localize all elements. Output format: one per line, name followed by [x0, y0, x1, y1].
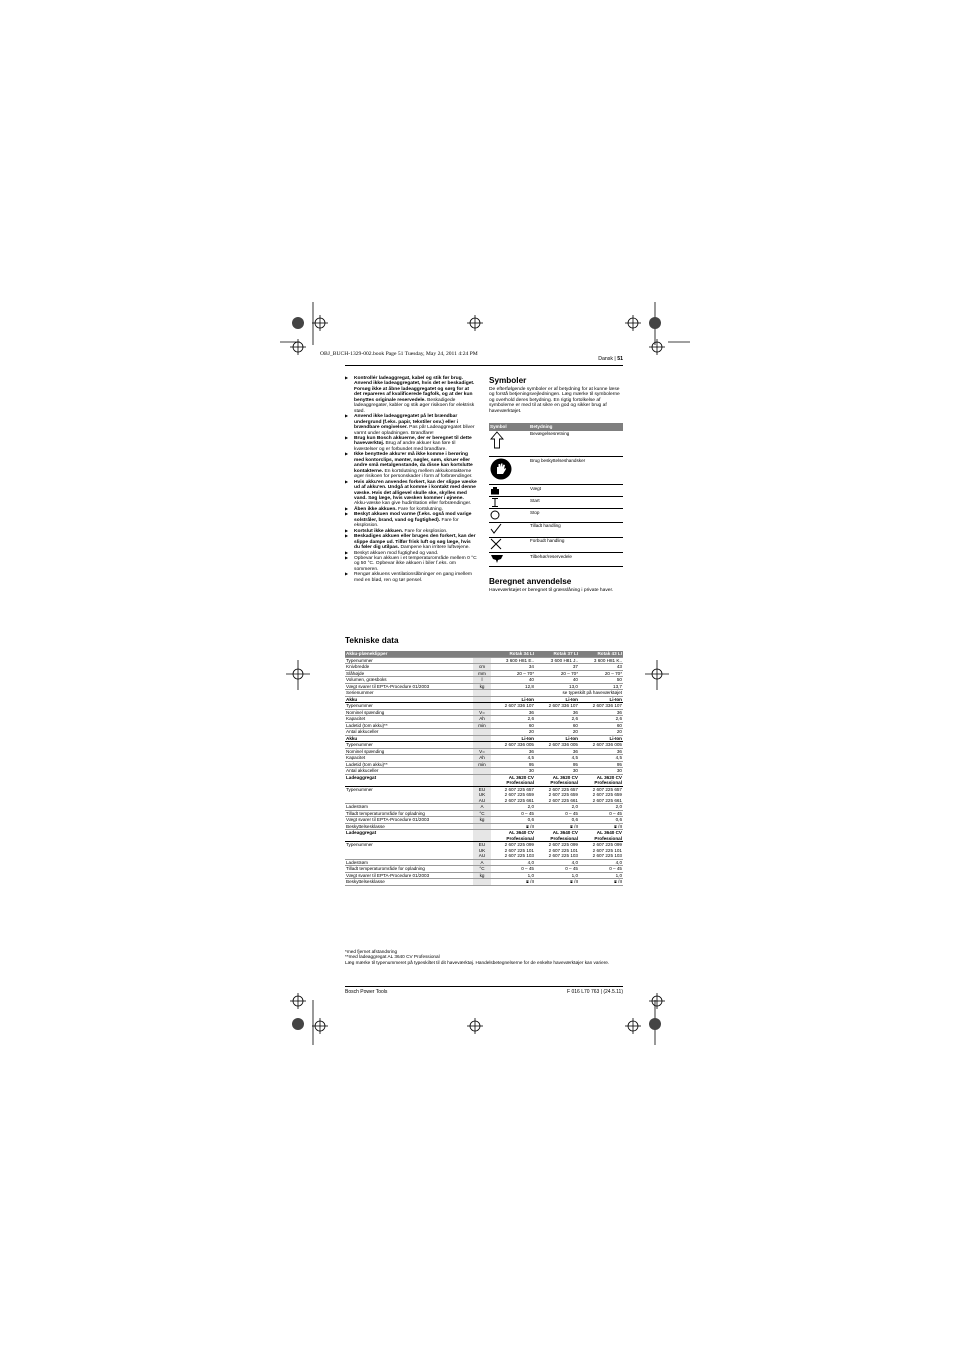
value-rotak-37: 2,6 [535, 716, 579, 723]
header-rule [345, 365, 623, 366]
safety-bullet [345, 480, 477, 507]
value-rotak-34: 2 607 336 107 [491, 703, 535, 710]
protective-gloves-icon [489, 457, 529, 485]
unit-cell: cm [473, 664, 491, 671]
row-label: Ladeaggregat [345, 830, 473, 842]
value-rotak-34: 2,6 [491, 716, 535, 723]
row-label: Serienummer [345, 690, 473, 697]
value-rotak-34: 34 [491, 664, 535, 671]
footer-rule [345, 986, 623, 987]
symboler-intro: De efterfølgende symboler er af betydning for at kunne læse og forstå betjeningsvejledningen. Læg mærke til symbolerne og overhold deres betydning. En rigtig fortolkelse af symbolerne er med til at sikre en god og sikker brug af haveværktøjet. [489, 387, 620, 414]
bullet-bold: Hvis akku'en anvendes forkert, kan der slippe væske ud af akku'en. Undgå at komme i kontakt med denne væske. Hvis det alligevel skulle ske, skylles med vand. Søg læge, hvis væsken kommer i øjnene. [354, 479, 477, 501]
row-label: Ladetid (tom akku)** [345, 722, 473, 729]
value-rotak-43: 0 – 45 [579, 866, 623, 873]
accessories-icon [489, 553, 529, 567]
value-rotak-34: 95 [491, 761, 535, 768]
value-rotak-37: 40 [535, 677, 579, 684]
value-rotak-37: 60 [535, 722, 579, 729]
symbol-row [489, 537, 623, 552]
row-label: Typenummer [345, 842, 473, 860]
value-rotak-43: 30 [579, 768, 623, 775]
bullet-text: Fare for eksplosion. [403, 528, 448, 534]
table-row [345, 879, 623, 886]
row-label: Knivbredde [345, 664, 473, 671]
row-label: Ladetid (tom akku)** [345, 761, 473, 768]
row-label: Ladestrøm [345, 804, 473, 811]
value-rotak-34: 36 [491, 709, 535, 716]
row-label: Ladeaggregat [345, 774, 473, 786]
symbol-row [489, 431, 623, 457]
value-rotak-34: 4,0 [491, 859, 535, 866]
symbol-row [489, 457, 623, 485]
value-rotak-37: ⧈ /II [535, 823, 579, 830]
arrow-direction-icon [489, 431, 529, 457]
row-label: Beskyttelsesklasse [345, 823, 473, 830]
value-rotak-43: 2,6 [579, 716, 623, 723]
value-rotak-37: Rotak 37 LI [535, 651, 579, 657]
value-rotak-34: ⧈ /II [491, 879, 535, 886]
row-label: Vægt svarer til EPTA-Procedure 01/2003 [345, 872, 473, 879]
row-label: Akku [345, 735, 473, 742]
table-row [345, 786, 623, 804]
start-icon [489, 497, 529, 509]
safety-bullet [345, 572, 477, 583]
symbol-table [489, 423, 623, 567]
symbol-meaning: Vægt [529, 485, 623, 497]
unit-cell: °C [473, 866, 491, 873]
value-rotak-34: 2 607 225 657 2 607 225 659 2 607 225 661 [491, 786, 535, 804]
symbol-meaning: Bevægelsesretning [529, 431, 623, 457]
value-rotak-34: 1,0 [491, 872, 535, 879]
value-rotak-37: 0 – 45 [535, 866, 579, 873]
value-rotak-37: Li-Ion [535, 696, 579, 703]
footer-left: Bosch Power Tools [345, 989, 388, 995]
unit-cell: min [473, 761, 491, 768]
bullet-bold: Åben ikke akkuen. [354, 506, 397, 512]
value-rotak-34: Li-Ion [491, 735, 535, 742]
value-rotak-37: 0,6 [535, 817, 579, 824]
unit-cell: kg [473, 817, 491, 824]
symbol-meaning: Tilladt handling [529, 522, 623, 537]
symboler-heading: Symboler [489, 376, 527, 385]
value-rotak-37: 2 607 225 657 2 607 225 659 2 607 225 661 [535, 786, 579, 804]
row-label: Kapacitet [345, 755, 473, 762]
symbol-row [489, 485, 623, 497]
safety-bullet [345, 512, 477, 528]
symbol-row [489, 509, 623, 522]
tech-data-table [345, 651, 623, 886]
value-rotak-37: 2 607 336 005 [535, 742, 579, 749]
symbol-meaning: Stop [529, 509, 623, 522]
checkmark-icon [489, 522, 529, 537]
bullet-text: Fare for kortslutning. [396, 506, 443, 512]
value-rotak-43: 36 [579, 709, 623, 716]
unit-cell: kg [473, 683, 491, 690]
value-rotak-34: 36 [491, 748, 535, 755]
weight-icon [489, 485, 529, 497]
value-rotak-37: 13,0 [535, 683, 579, 690]
symbol-meaning: Tilbehør/reservedele [529, 553, 623, 567]
value-rotak-37: Li-Ion [535, 735, 579, 742]
bullet-bold: Anvend ikke ladeaggregatet på let brændbar undergrund (f.eks. papir, tekstiler osv.) eller i brændbare omgivelser. [354, 414, 458, 431]
value-rotak-37: 30 [535, 768, 579, 775]
row-label: Volumen, græsboks [345, 677, 473, 684]
row-label: Typenummer [345, 786, 473, 804]
row-label: Akku [345, 696, 473, 703]
value-rotak-43: 60 [579, 722, 623, 729]
value-rotak-43: 13,7 [579, 683, 623, 690]
bullet-text: Dampene kan irritere luftvejene. [399, 545, 470, 551]
value-rotak-37: 36 [535, 709, 579, 716]
row-label: Tilladt temperaturområde for opladning [345, 866, 473, 873]
value-rotak-34: 20 [491, 729, 535, 736]
unit-cell: EU UK AU [473, 786, 491, 804]
value-rotak-43: 2,0 [579, 804, 623, 811]
safety-bullet [345, 376, 477, 414]
value-rotak-34: 30 [491, 768, 535, 775]
row-label: Nominel spænding [345, 748, 473, 755]
table-notes [345, 949, 623, 965]
table-row [345, 842, 623, 860]
row-label: Nominel spænding [345, 709, 473, 716]
value-rotak-34: 0 – 45 [491, 866, 535, 873]
row-label: Antal akkuceller [345, 768, 473, 775]
bullet-text: Rengør akkuens ventilationsåbninger en gang imellem med en blød, ren og tør pensel. [354, 572, 472, 583]
bullet-bold: Beskyt akkuen mod varme (f.eks. også mod varige solstråler, brand, vand og fugtighed). [354, 512, 472, 523]
value-rotak-34: 60 [491, 722, 535, 729]
unit-cell: kg [473, 872, 491, 879]
value-rotak-34: se typeskilt på haveværktøjet [491, 690, 623, 697]
footer-right: F 016 L70 763 | (24.5.11) [567, 989, 623, 995]
value-rotak-34: 20 – 70* [491, 670, 535, 677]
bullet-bold: Kortslut ikke akkuen. [354, 528, 404, 534]
value-rotak-43: 20 [579, 729, 623, 736]
value-rotak-37: 20 – 70* [535, 670, 579, 677]
unit-cell: EU UK AU [473, 842, 491, 860]
safety-bullet [345, 452, 477, 479]
safety-bullet [345, 436, 477, 452]
row-label: Akku-plæneklipper [345, 651, 473, 657]
unit-cell: A [473, 804, 491, 811]
beregnet-heading: Beregnet anvendelse [489, 577, 572, 586]
cross-icon [489, 537, 529, 552]
row-label: Ladestrøm [345, 859, 473, 866]
bullet-bold: Brug kun Bosch akkuerne, der er beregnet til dette haveværktøj. [354, 435, 472, 447]
col-meaning: Betydning [529, 423, 623, 431]
value-rotak-34: AL 3640 CV Professional [491, 830, 535, 842]
value-rotak-43: 0,6 [579, 817, 623, 824]
value-rotak-43: ⧈ /II [579, 879, 623, 886]
unit-cell: min [473, 722, 491, 729]
value-rotak-37: 0 – 45 [535, 810, 579, 817]
value-rotak-34: 0 – 45 [491, 810, 535, 817]
bullet-bold: Ikke benyttede akku'er må ikke komme i berøring med kontorclips, mønter, nøgler, søm, skruer eller andre små metalgenstande, da disse kan kortslutte kontakterne. [354, 452, 473, 474]
value-rotak-43: ⧈ /II [579, 823, 623, 830]
row-label: Beskyttelsesklasse [345, 879, 473, 886]
print-header: OBJ_BUCH-1329-002.book Page 51 Tuesday, May 24, 2011 4:24 PM [320, 351, 478, 357]
symbol-row [489, 522, 623, 537]
bullet-text: Brug af andre akkuer kan føre til kvæstelser og er forbundet med brandfare. [354, 441, 456, 452]
value-rotak-37: 2 607 225 099 2 607 225 101 2 607 225 103 [535, 842, 579, 860]
table-note: *med fjernet afstandsring [345, 949, 398, 954]
value-rotak-43: 3 600 H81 K.. [579, 657, 623, 664]
value-rotak-37: 20 [535, 729, 579, 736]
row-label: Typenummer [345, 703, 473, 710]
bullet-bold: Beskadiges akkuen eller bruges den forkert, kan der slippe dampe ud. Tilfør frisk luft og søg læge, hvis du føler dig utilpas. [354, 534, 476, 551]
value-rotak-43: 1,0 [579, 872, 623, 879]
unit-cell: V= [473, 709, 491, 716]
unit-cell: V= [473, 748, 491, 755]
value-rotak-34: 3 600 H81 E.. [491, 657, 535, 664]
value-rotak-37: ⧈ /II [535, 879, 579, 886]
col-symbol: Symbol [489, 423, 529, 431]
value-rotak-43: 2 607 225 099 2 607 225 101 2 607 225 103 [579, 842, 623, 860]
table-note: Læg mærke til typenummeret på typeskiltet til dit haveværktøj. Handelsbetegnelserne for de enkelte haveværktøjer kan variere. [345, 959, 610, 965]
value-rotak-43: 2 607 336 005 [579, 742, 623, 749]
symbol-row [489, 497, 623, 509]
unit-cell: mm [473, 670, 491, 677]
value-rotak-43: 0 – 45 [579, 810, 623, 817]
value-rotak-34: 4,5 [491, 755, 535, 762]
safety-bullet [345, 414, 477, 436]
value-rotak-37: 1,0 [535, 872, 579, 879]
value-rotak-43: 4,0 [579, 859, 623, 866]
bullet-text: Beskadigede ladeaggregater, kabler og stik øger risikoen for elektrisk stød. [354, 397, 475, 414]
table-note: **med ladeaggregat AL 3640 CV Professional [345, 954, 440, 960]
stop-icon [489, 509, 529, 522]
value-rotak-43: 20 – 70* [579, 670, 623, 677]
row-label: Typenummer [345, 657, 473, 664]
bullet-bold: Kontrollér ladeaggregat, kabel og stik før brug. Anvend ikke ladeaggregatet, hvis det er beskadiget. Forsøg ikke at åbne ladeaggregatet og sørg for at det repareres af kvalificerede fagfolk, og at der kun benyttes originale reservedele. [354, 376, 475, 403]
symbol-meaning: Brug beskyttelseshandsker [529, 457, 623, 485]
bullet-text: Beskyt akkuen mod fugtighed og vand. [354, 550, 439, 556]
value-rotak-43: Rotak 43 LI [579, 651, 623, 657]
value-rotak-34: 12,8 [491, 683, 535, 690]
bullet-text: Akku-væske kan give hudirritation eller forbrændinger. [354, 501, 472, 507]
value-rotak-34: 2,0 [491, 804, 535, 811]
value-rotak-43: 2 607 336 107 [579, 703, 623, 710]
running-head: Dansk | 51 [598, 356, 623, 362]
bullet-text: Fare for eksplosion. [354, 517, 459, 529]
unit-cell: °C [473, 810, 491, 817]
bullet-text: Opbevar kun akkuen i et temperaturområde mellem 0 °C og 50 °C. Opbevar ikke akkuen i biler f.eks. om sommeren. [354, 555, 477, 572]
value-rotak-37: 2,0 [535, 804, 579, 811]
row-label: Vægt svarer til EPTA-Procedure 01/2003 [345, 817, 473, 824]
value-rotak-37: AL 3640 CV Professional [535, 830, 579, 842]
row-label: Kapacitet [345, 716, 473, 723]
unit-cell: l [473, 677, 491, 684]
safety-bullet [345, 534, 477, 550]
row-label: Slåhøjde [345, 670, 473, 677]
value-rotak-37: 37 [535, 664, 579, 671]
unit-cell [473, 879, 491, 886]
table-section-row [345, 774, 623, 786]
safety-bullet [345, 556, 477, 572]
runhead-language: Dansk [598, 356, 613, 362]
value-rotak-37: 4,5 [535, 755, 579, 762]
safety-bullets [345, 376, 477, 583]
unit-cell [473, 774, 491, 786]
bullet-text: En kortslutning mellem akkukontakterne øger risikoen for personskader i form af forbrændinger. [354, 468, 473, 480]
value-rotak-43: Li-Ion [579, 696, 623, 703]
symbol-row [489, 553, 623, 567]
value-rotak-34: Li-Ion [491, 696, 535, 703]
row-label: Tilladt temperaturområde for opladning [345, 810, 473, 817]
value-rotak-34: ⧈ /II [491, 823, 535, 830]
row-label: Typenummer [345, 742, 473, 749]
value-rotak-37: 4,0 [535, 859, 579, 866]
value-rotak-37: 36 [535, 748, 579, 755]
value-rotak-43: AL 3640 CV Professional [579, 830, 623, 842]
unit-cell: Ah [473, 755, 491, 762]
value-rotak-37: 2 607 336 107 [535, 703, 579, 710]
value-rotak-43: 43 [579, 664, 623, 671]
value-rotak-34: Rotak 34 LI [491, 651, 535, 657]
value-rotak-34: AL 3620 CV Professional [491, 774, 535, 786]
unit-cell [473, 830, 491, 842]
row-label: Antal akkuceller [345, 729, 473, 736]
value-rotak-43: 4,5 [579, 755, 623, 762]
value-rotak-43: 50 [579, 677, 623, 684]
value-rotak-43: 95 [579, 761, 623, 768]
value-rotak-43: AL 3620 CV Professional [579, 774, 623, 786]
value-rotak-43: 2 607 225 657 2 607 225 659 2 607 225 661 [579, 786, 623, 804]
value-rotak-37: 3 600 H81 J.. [535, 657, 579, 664]
row-label: Vægt svarer til EPTA-Procedure 01/2003 [345, 683, 473, 690]
beregnet-text: Haveværktøjet er beregnet til græsslåning i private haver. [489, 588, 614, 593]
value-rotak-43: Li-Ion [579, 735, 623, 742]
unit-cell: Ah [473, 716, 491, 723]
symbol-meaning: Forbudt handling [529, 537, 623, 552]
value-rotak-43: 36 [579, 748, 623, 755]
tekniske-heading: Tekniske data [345, 636, 399, 645]
value-rotak-34: 2 607 225 099 2 607 225 101 2 607 225 103 [491, 842, 535, 860]
value-rotak-34: 40 [491, 677, 535, 684]
unit-cell: A [473, 859, 491, 866]
value-rotak-34: 0,6 [491, 817, 535, 824]
table-section-row [345, 830, 623, 842]
value-rotak-34: 2 607 336 005 [491, 742, 535, 749]
value-rotak-37: AL 3620 CV Professional [535, 774, 579, 786]
page-number: 51 [617, 356, 623, 362]
value-rotak-37: 95 [535, 761, 579, 768]
bullet-text: Pas på! Ladeaggregatet bliver varmt under opladningen. Brandfare! [354, 425, 475, 436]
symbol-meaning: Start [529, 497, 623, 509]
